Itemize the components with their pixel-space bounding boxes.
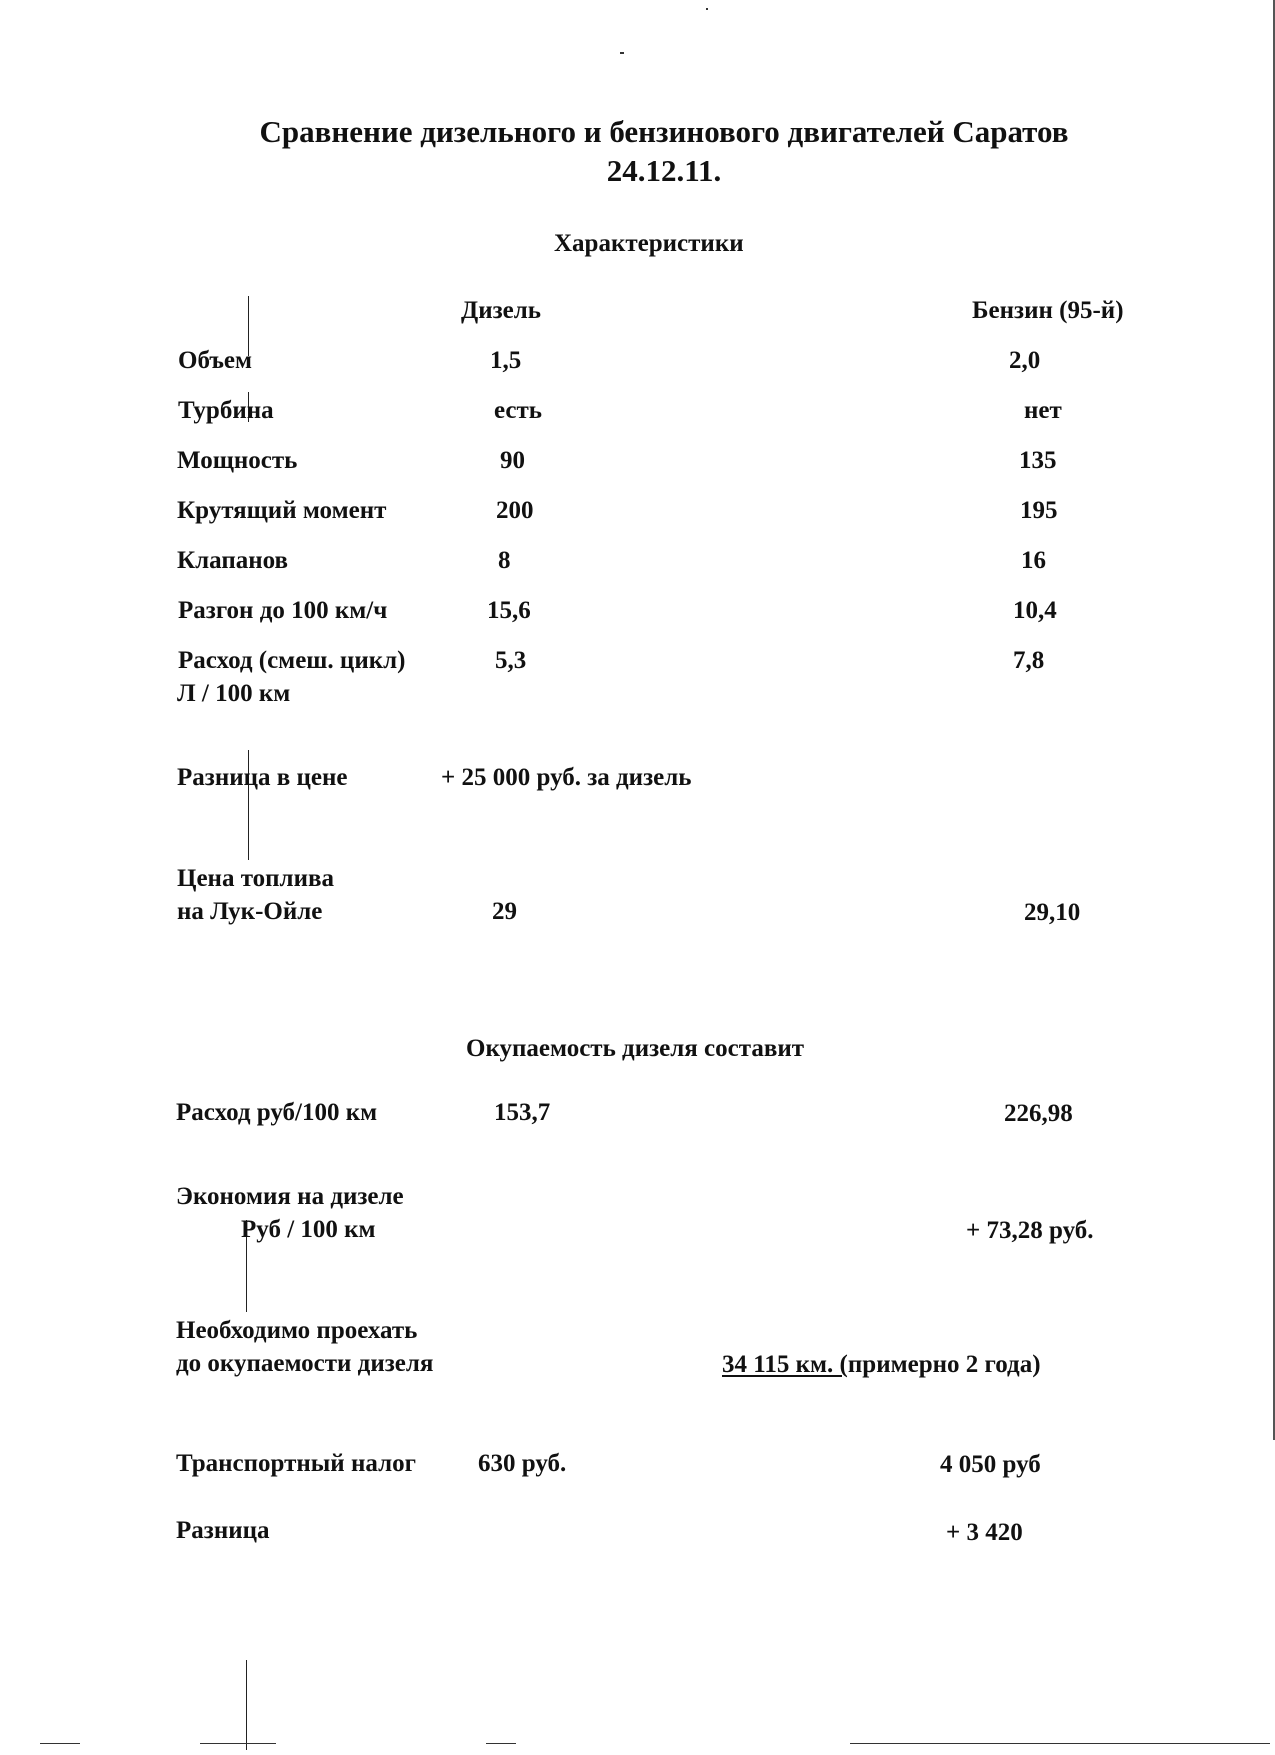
cost-per-100-label: Расход руб/100 км [176,1099,378,1126]
spec-label-consumption-unit: Л / 100 км [177,680,291,707]
payback-distance: 34 115 км. ( [722,1351,848,1378]
savings-label-line2: Руб / 100 км [241,1216,376,1243]
spec-diesel-valves: 8 [498,547,511,574]
scan-mark-line [246,1660,247,1750]
spec-label-consumption: Расход (смеш. цикл) [178,647,406,674]
section-heading-characteristics: Характеристики [554,230,744,257]
spec-petrol-torque: 195 [1020,497,1058,524]
fuel-price-label-line1: Цена топлива [177,865,334,892]
fuel-price-label-line2: на Лук-Ойле [177,898,323,925]
spec-diesel-torque: 200 [496,497,534,524]
payback-label-line2: до окупаемости дизеля [176,1350,434,1377]
spec-label-acceleration: Разгон до 100 км/ч [178,597,388,624]
spec-label-power: Мощность [177,447,298,474]
section-heading-payback: Окупаемость дизеля составит [466,1035,805,1062]
column-header-petrol: Бензин (95-й) [972,297,1124,324]
fuel-price-diesel: 29 [492,898,517,925]
spec-petrol-volume: 2,0 [1009,347,1041,374]
spec-petrol-valves: 16 [1021,547,1046,574]
scan-bottom-noise [200,1743,276,1744]
price-diff-value: + 25 000 руб. за дизель [441,764,692,791]
transport-tax-label: Транспортный налог [176,1450,416,1477]
fuel-price-petrol: 29,10 [1024,899,1081,926]
document-title-line1: Сравнение дизельного и бензинового двигателей Саратов [259,114,1069,149]
savings-value: + 73,28 руб. [966,1217,1094,1244]
payback-label-line1: Необходимо проехать [176,1317,418,1344]
spec-diesel-consumption: 5,3 [495,647,527,674]
price-diff-label: Разница в цене [177,764,348,791]
column-header-diesel: Дизель [461,297,541,324]
scan-bottom-noise [850,1743,1270,1744]
savings-label-line1: Экономия на дизеле [176,1183,404,1210]
difference-label: Разница [176,1517,270,1544]
spec-diesel-volume: 1,5 [490,347,522,374]
spec-diesel-turbo: есть [494,397,542,424]
spec-petrol-power: 135 [1019,447,1057,474]
scan-bottom-noise [40,1743,80,1744]
payback-value [722,1352,1041,1377]
scan-speck [706,8,708,10]
difference-value: + 3 420 [946,1519,1023,1546]
spec-label-turbo: Турбина [178,397,274,424]
cost-per-100-petrol: 226,98 [1004,1100,1073,1127]
scan-bottom-noise [486,1743,516,1744]
spec-petrol-consumption: 7,8 [1013,647,1045,674]
payback-duration: примерно 2 года) [847,1351,1041,1378]
cost-per-100-diesel: 153,7 [494,1099,551,1126]
spec-label-torque: Крутящий момент [177,497,387,524]
spec-diesel-power: 90 [500,447,525,474]
document-title-line2: 24.12.11. [606,153,722,188]
scan-speck [620,52,624,54]
spec-diesel-acceleration: 15,6 [487,597,531,624]
transport-tax-petrol: 4 050 руб [940,1451,1041,1478]
transport-tax-diesel: 630 руб. [478,1450,567,1477]
spec-label-volume: Объем [178,347,253,374]
spec-petrol-turbo: нет [1024,397,1062,424]
spec-label-valves: Клапанов [177,547,289,574]
spec-petrol-acceleration: 10,4 [1013,597,1057,624]
